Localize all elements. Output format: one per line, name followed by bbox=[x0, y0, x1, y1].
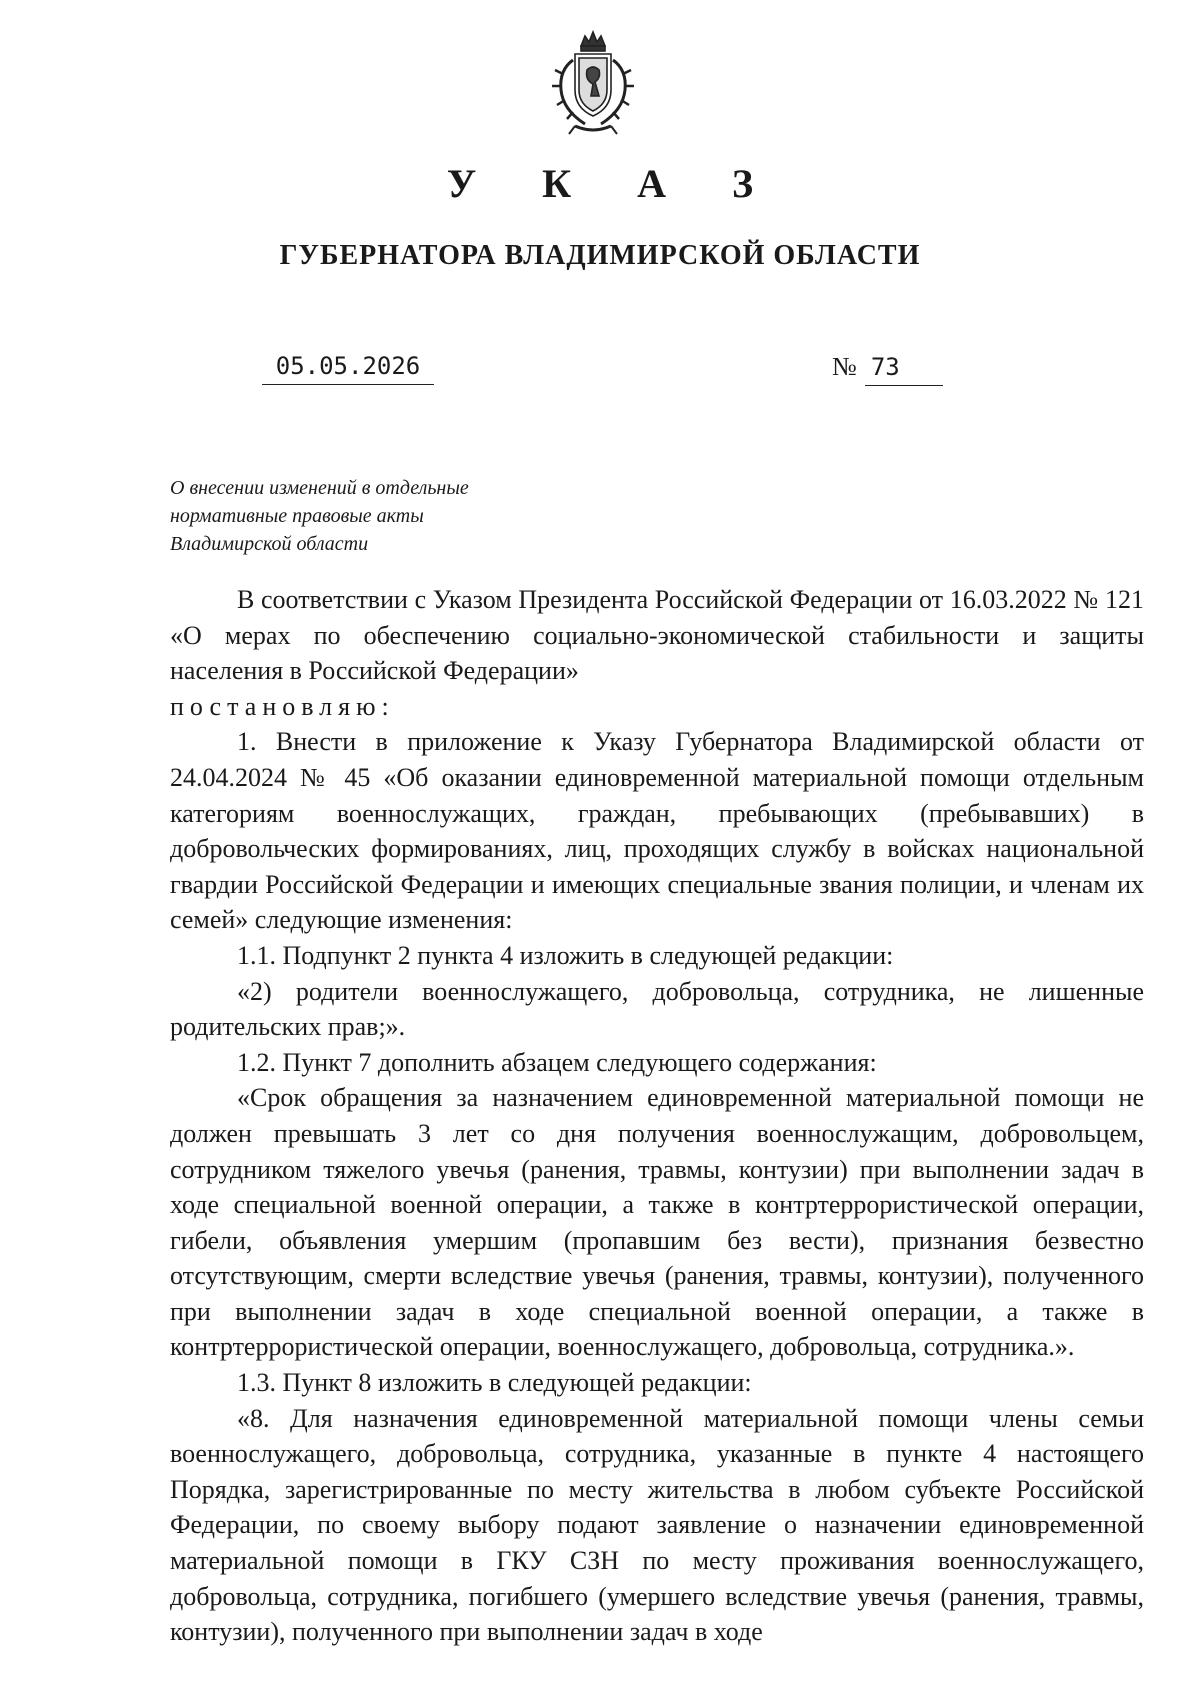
heading-line: нормативные правовые акты bbox=[170, 505, 424, 527]
paragraph-quote-1-2: «Срок обращения за назначением единовременной материальной помощи не должен превышать 3 лет со дня получения военнослужащим, добровольцем, сотрудником тяжелого увечья (ранения, травмы, контузии) при выполнении задач в ходе специальной военной операции, а также в контртеррористической операции, гибели, объявления умершим (пропавшим без вести), признания безвестно отсутствующим, смерти вследствие увечья (ранения, травмы, контузии), полученного при выполнении задач в ходе специальной военной операции, а также в контртеррористической операции, военнослужащего, добровольца, сотрудника.». bbox=[170, 1083, 1144, 1362]
paragraph-resolve: постановляю: bbox=[170, 691, 395, 721]
paragraph-quote-1-1: «2) родители военнослужащего, добровольца, сотрудника, не лишенные родительских прав;». bbox=[170, 976, 1144, 1042]
document-date: 05.05.2026 bbox=[262, 352, 434, 385]
paragraph-item-1: 1. Внести в приложение к Указу Губернатора Владимирской области от 24.04.2024 № 45 «Об оказании единовременной материальной помощи отдельным категориям военнослужащих, граждан, пребывающих (пребывавших) в добровольческих формированиях, лиц, проходящих службу в войсках национальной гвардии Российской Федерации и имеющих специальные звания полиции, и членам их семей» следующие изменения: bbox=[170, 727, 1144, 935]
issuer-subtitle: ГУБЕРНАТОРА ВЛАДИМИРСКОЙ ОБЛАСТИ bbox=[279, 240, 921, 271]
paragraph-item-1-1: 1.1. Подпункт 2 пункта 4 изложить в следующей редакции: bbox=[237, 940, 894, 970]
paragraph-preamble: В соответствии с Указом Президента Российской Федерации от 16.03.2022 № 121 «О мерах по обеспечению социально-экономической стабильности и защиты населения в Российской Федерации» bbox=[170, 585, 1144, 686]
number-label: № bbox=[832, 352, 857, 381]
document-type-title: У К А З bbox=[446, 161, 782, 206]
paragraph-item-1-3: 1.3. Пункт 8 изложить в следующей редакции: bbox=[237, 1368, 752, 1398]
number-value: 73 bbox=[865, 353, 943, 386]
heading-line: Владимирской области bbox=[170, 533, 369, 555]
document-heading bbox=[170, 474, 469, 558]
paragraph-quote-1-3: «8. Для назначения единовременной материальной помощи члены семьи военнослужащего, добровольца, сотрудника, указанные в пункте 4 настоящего Порядка, зарегистрированные по месту жительства в любом субъекте Российской Федерации, по своему выбору подают заявление о назначении единовременной материальной помощи в ГКУ СЗН по месту проживания военнослужащего, добровольца, сотрудника, погибшего (умершего вследствие увечья (ранения, травмы, контузии), полученного при выполнении задач в ходе bbox=[170, 1403, 1144, 1647]
document-body bbox=[170, 582, 1144, 1650]
heading-line: О внесении изменений в отдельные bbox=[170, 477, 469, 499]
document-number bbox=[832, 352, 943, 386]
coat-of-arms-icon bbox=[545, 30, 641, 140]
paragraph-item-1-2: 1.2. Пункт 7 дополнить абзацем следующего содержания: bbox=[237, 1047, 877, 1077]
